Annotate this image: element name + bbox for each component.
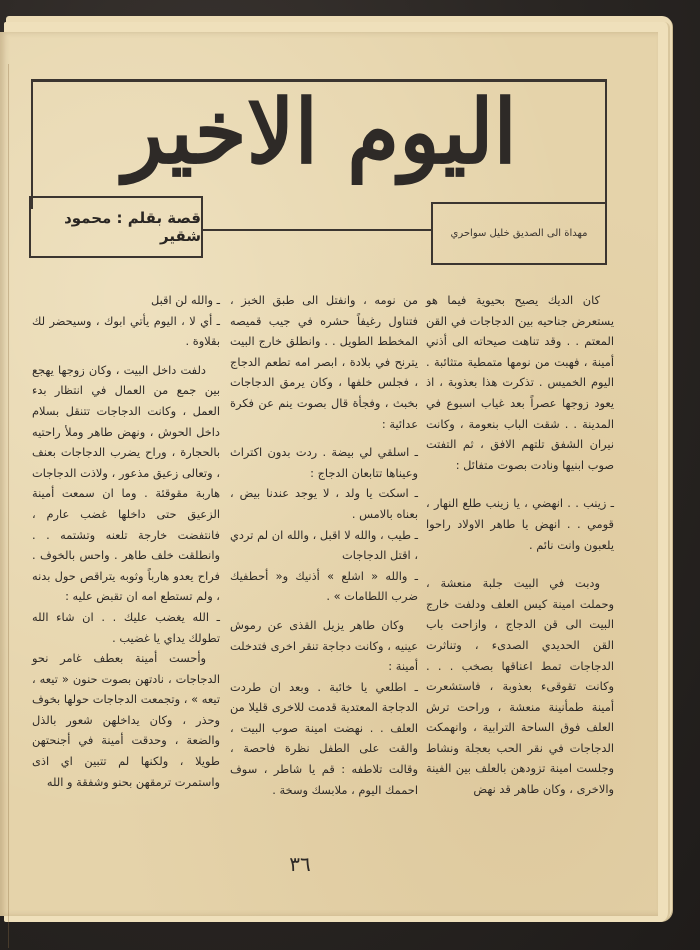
paragraph: من نومه ، وانفتل الى طبق الخبز ، فتناول رغيفاً حشره في جيب قميصه المخطط الطويل . . وانطلق خارج البيت يترنح في بلادة ، ابصر امه تطعم الدجاج ، فجلس خلفها ، وكان يرمق الدجاجات بخبث ، وفجأة قال بصوت ينم عن فكرة عدائية : [230,293,418,431]
paragraph: ـ الله يغضب عليك . . ان شاء الله تطولك يداي يا غضيب . [32,609,220,645]
paragraph: دلفت داخل البيت ، وكان زوجها يهجع بين جمع من العمال في انتظار بدء العمل ، وكانت الدجاجات تتنقل بسلام داخل الحوش ، ونهض طاهر وملأ راحتيه بالحجارة ، وراح يضرب الدجاجات بعنف ، وتعالى زعيق مذعور ، ولاذت الدجاجات هاربة مقوقئة . وما ان سمعت أمينة الزعيق حتى داخلها غضب عارم ، فانتفضت خارجة تلعنه وتشتمه . . وانطلقت خلف طاهر . واحس بالخوف . فراح يعدو هارباً وثوبه يتراقص حول بدنه ، ولم تستطع امه ان تقبض عليه : [32,362,220,604]
text-column-right [426,290,614,800]
text-column-left [32,290,220,792]
page-gutter [8,64,9,948]
paragraph: ـ اطلعي يا خائبة . وبعد ان طردت الدجاجة المعتدية قدمت للاخرى قليلا من العلف . . نهضت امينة صوب البيت ، والقت على الطفل نظرة فاحصة ، وقالت تلاطفه : قم يا شاطر ، سوف احممك اليوم ، ملابسك وسخة . [230,679,418,797]
paragraph: ـ طيب ، والله لا اقبل ، والله ان لم تردي ، اقتل الدجاجات [230,527,418,563]
paragraph: ـ والله « اشلع » أذنيك و« أحطفيك ضرب اللطامات » . [230,568,418,604]
page-number: ٣٦ [289,852,311,876]
text-column-middle [230,290,418,800]
paragraph: ـ والله لن اقبل [150,293,220,307]
paragraph: ـ أي لا ، اليوم يأتي ابوك ، وسيحضر لك بقلاوة . [32,313,220,349]
paragraph: ـ اسلقي لي بيضة . ردت بدون اكتراث وعيناها تتابعان الدجاج : [230,445,418,480]
story-title: اليوم الاخير [123,79,517,184]
paragraph: ودبت في البيت جلبة منعشة ، وحملت امينة كيس العلف ودلفت خارج البيت الى قن الدجاج ، وازاحت باب القن الحديدي الصدىء ، وتناثرت الدجاجات تمط اعناقها بصخب . . . وكانت تقوقىء بعذوبة ، فاستشعرت أمينة طمأنينة منعشة ، وراحت ترش العلف فوق الساحة الترابية ، وانهمكت الدجاجات في نقر الحب بعجلة ونشاط وجلست امينة تزودهن بالعلف بين الفينة والاخرى ، وكان طاهر قد نهض [426,576,614,797]
dedication-box [431,202,607,265]
magazine-page [0,32,658,916]
dedication-text: مهداة الى الصديق خليل سواحري [450,228,588,239]
paragraph: كان الديك يصيح بحيوية فيما هو يستعرض جناحيه بين الدجاجات في القن المعتم . . وقد تناهت صيحاته الى أذني أمينة ، فهبت من نومها متمطية متثائبة . اليوم الخميس . تذكرت هذا بعذوبة ، اذ يعود زوجها عصراً بعد غياب اسبوع في المدينة . . شقت الباب بنعومة ، وكانت نيران الشفق تلتهم الافق ، ثم التفتت صوب ابنيها ونادت بصوت متفائل : [426,293,614,472]
author-byline: قصة بقلم : محمود شقير [64,209,201,245]
author-box [29,196,203,258]
paragraph: ـ اسكت يا ولد ، لا يوجد عندنا بيض ، بعناه بالامس . [230,486,418,521]
paragraph: وكان طاهر يزيل القذى عن رموش عينيه ، وكانت دجاجة تنقر اخرى فتدخلت أمينة : [230,617,418,674]
paragraph: وأحست أمينة بعطف غامر نحو الدجاجات ، نادتهن بصوت حنون « تيعه ، تيعه » ، وتجمعت الدجاجات حولها بخوف وحذر ، وكان يداخلهن شعور بالذل والضعة ، وحدقت أمينة في أجنحتهن طويلا ، ولكنها لم تتبين اي اذى واستمرت ترمقهن بحنو وشفقة و الله [32,651,220,789]
divider-line [201,229,431,231]
paragraph: ـ زينب . . انهضي ، يا زينب طلع النهار ، قومي . . انهض يا طاهر الاولاد راحوا يلعبون وانت نائم . [426,496,614,552]
